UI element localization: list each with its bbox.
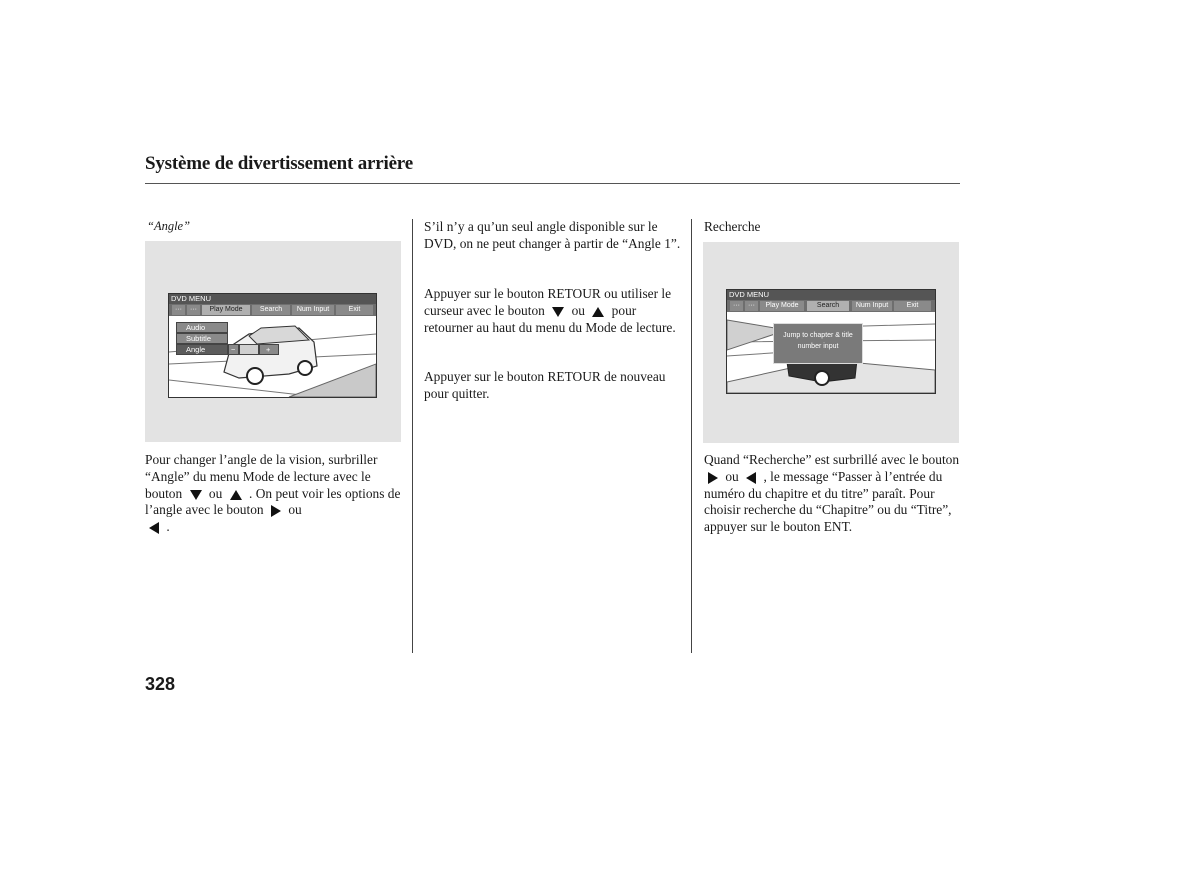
column-divider-left xyxy=(412,219,413,653)
angle-instructions xyxy=(145,452,401,536)
menu-item-num-input[interactable]: Num Input xyxy=(292,305,334,315)
search-instructions-text-2: , le message “Passer à l’entrée du numéro du chapitre et du titre” paraît. Pour choisir recherche du “Chapitre” ou du “Titre”, appuyer sur le bouton ENT. xyxy=(704,468,952,535)
menu-item-more-1[interactable]: ··· xyxy=(730,301,743,311)
figure-caption-search: Recherche xyxy=(704,219,761,234)
figure-caption-angle: “Angle” xyxy=(147,219,191,233)
title-divider xyxy=(145,183,960,184)
angle-minus-button[interactable]: − xyxy=(228,344,239,355)
menu-item-more-2[interactable]: ··· xyxy=(187,305,200,315)
return-instructions-text-1: Appuyer sur le bouton RETOUR ou utiliser le curseur avec le bouton xyxy=(424,286,672,318)
angle-figure xyxy=(145,241,401,442)
column-divider-right xyxy=(691,219,692,653)
up-arrow-icon xyxy=(592,307,604,317)
angle-plus-button[interactable]: + xyxy=(259,344,279,355)
dvd-menu-bar xyxy=(727,300,935,312)
menu-item-play-mode[interactable]: Play Mode xyxy=(760,301,804,311)
search-message-line-1: Jump to chapter & title xyxy=(783,332,853,339)
angle-value-field xyxy=(239,344,259,355)
right-arrow-icon xyxy=(708,472,718,484)
return-instructions-text-2: pour retourner au haut du menu du Mode de lecture. xyxy=(424,302,676,335)
menu-item-search[interactable]: Search xyxy=(807,301,849,311)
right-arrow-icon xyxy=(271,505,281,517)
search-figure xyxy=(703,242,959,443)
search-message-line-2: number input xyxy=(797,343,839,350)
or-text-4: ou xyxy=(725,468,739,484)
search-message-box xyxy=(773,323,863,364)
submenu-item-audio[interactable]: Audio xyxy=(176,322,228,333)
angle-instructions-text-1: Pour changer l’angle de la vision, surbriller “Angle” du menu Mode de lecture avec le bouton xyxy=(145,452,378,501)
submenu-item-subtitle[interactable]: Subtitle xyxy=(176,333,228,344)
or-text-3: ou xyxy=(571,302,585,318)
angle-instructions-text-2: . On peut voir les options de l’angle avec le bouton xyxy=(145,485,401,518)
return-instructions xyxy=(424,286,682,336)
menu-item-more-2[interactable]: ··· xyxy=(745,301,758,311)
menu-item-play-mode[interactable]: Play Mode xyxy=(202,305,250,315)
page-number: 328 xyxy=(145,674,176,694)
left-arrow-icon xyxy=(149,522,159,534)
search-instructions xyxy=(704,452,960,536)
search-instructions-text-1: Quand “Recherche” est surbrillé avec le bouton xyxy=(704,452,960,467)
up-arrow-icon xyxy=(230,490,242,500)
submenu-item-angle[interactable]: Angle xyxy=(176,344,228,355)
down-arrow-icon xyxy=(552,307,564,317)
dvd-screen-search xyxy=(726,289,936,394)
angle-instructions-text-3: . xyxy=(166,519,170,535)
dvd-menu-title: DVD MENU xyxy=(727,290,935,300)
dvd-menu-bar xyxy=(169,304,376,316)
dvd-screen-angle xyxy=(168,293,377,398)
down-arrow-icon xyxy=(190,490,202,500)
menu-item-exit[interactable]: Exit xyxy=(894,301,931,311)
dvd-menu-title: DVD MENU xyxy=(169,294,376,304)
single-angle-note: S’il n’y a qu’un seul angle disponible sur le DVD, on ne peut changer à partir de “Angle 1”. xyxy=(424,219,681,251)
menu-item-exit[interactable]: Exit xyxy=(336,305,373,315)
menu-item-num-input[interactable]: Num Input xyxy=(852,301,892,311)
page-title: Système de divertissement arrière xyxy=(145,153,413,174)
or-text-1: ou xyxy=(208,485,223,501)
or-text-2: ou xyxy=(288,502,302,518)
quit-instructions: Appuyer sur le bouton RETOUR de nouveau pour quitter. xyxy=(424,369,666,401)
menu-item-search[interactable]: Search xyxy=(252,305,290,315)
menu-item-more-1[interactable]: ··· xyxy=(172,305,185,315)
left-arrow-icon xyxy=(746,472,756,484)
